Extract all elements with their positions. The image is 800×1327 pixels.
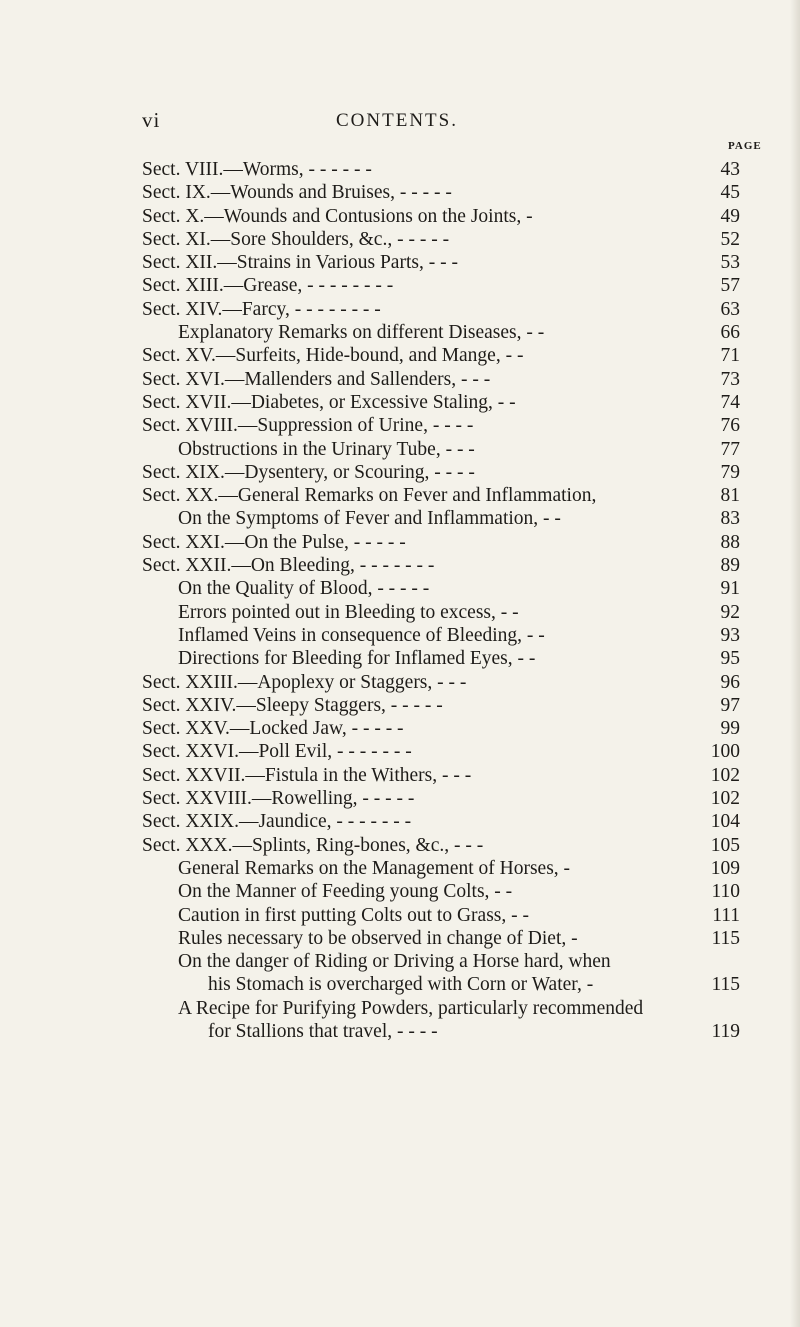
entry-page-number: 71: [720, 345, 740, 367]
contents-entry: [0, 414, 800, 437]
entry-page-number: 91: [720, 578, 740, 600]
entry-title: Caution in first putting Colts out to Grass, - -: [178, 904, 529, 926]
entry-page-number: 89: [720, 555, 740, 577]
entry-title: Sect. XXIV.—Sleepy Staggers, - - - - -: [142, 694, 443, 716]
entry-title: Sect. XVIII.—Suppression of Urine, - - - -: [142, 415, 474, 437]
contents-entry: [0, 717, 800, 740]
entry-title: Sect. XXVIII.—Rowelling, - - - - -: [142, 788, 415, 810]
entry-page-number: 95: [720, 648, 740, 670]
entry-page-number: 110: [711, 881, 740, 903]
entry-page-number: 100: [710, 741, 740, 763]
page-folio: vi: [142, 108, 161, 132]
contents-entry: [0, 787, 800, 810]
entry-page-number: 49: [720, 205, 740, 227]
contents-entry: [0, 601, 800, 624]
entry-title: Sect. XVI.—Mallenders and Sallenders, - - -: [142, 368, 491, 390]
contents-entry: [0, 507, 800, 530]
running-title: CONTENTS.: [336, 110, 458, 131]
entry-title: Sect. X.—Wounds and Contusions on the Joints, -: [142, 205, 533, 227]
entry-title: Sect. XXIX.—Jaundice, - - - - - - -: [142, 811, 412, 833]
entry-title: his Stomach is overcharged with Corn or Water, -: [208, 974, 594, 996]
entry-page-number: 63: [720, 298, 740, 320]
entry-title: Sect. XXIII.—Apoplexy or Staggers, - - -: [142, 671, 467, 693]
contents-entry: [0, 205, 800, 228]
contents-entry: [0, 694, 800, 717]
contents-entry: [0, 391, 800, 414]
entry-title: Sect. XIII.—Grease, - - - - - - - -: [142, 275, 394, 297]
contents-entry: [0, 228, 800, 251]
entry-title: Sect. XIX.—Dysentery, or Scouring, - - - -: [142, 461, 475, 483]
entry-page-number: 81: [720, 485, 740, 507]
page-edge-shadow: [790, 0, 800, 1327]
contents-entry: [0, 740, 800, 763]
entry-page-number: 92: [720, 601, 740, 623]
contents-entry: [0, 274, 800, 297]
entry-page-number: 77: [720, 438, 740, 460]
page-header: [0, 108, 800, 138]
entry-title: Sect. XV.—Surfeits, Hide-bound, and Mange, - -: [142, 345, 524, 367]
contents-entry: [0, 810, 800, 833]
entry-title: Rules necessary to be observed in change of Diet, -: [178, 927, 578, 949]
entry-page-number: 83: [720, 508, 740, 530]
entry-title: Inflamed Veins in consequence of Bleeding, - -: [178, 624, 545, 646]
contents-entry: [0, 344, 800, 367]
entry-title: Sect. XXVII.—Fistula in the Withers, - - -: [142, 764, 472, 786]
contents-entry: [0, 484, 800, 507]
entry-page-number: 105: [710, 834, 740, 856]
contents-entry: [0, 438, 800, 461]
entry-page-number: 74: [720, 391, 740, 413]
entry-title: On the Manner of Feeding young Colts, - -: [178, 881, 513, 903]
contents-entry: [0, 671, 800, 694]
contents-entry: [0, 857, 800, 880]
entry-page-number: 66: [720, 322, 740, 344]
entry-page-number: 45: [720, 182, 740, 204]
entry-page-number: 104: [710, 811, 740, 833]
entry-page-number: 102: [710, 788, 740, 810]
entry-page-number: 53: [720, 252, 740, 274]
entry-title: General Remarks on the Management of Horses, -: [178, 857, 571, 879]
contents-entry: [0, 834, 800, 857]
entry-title: Sect. XXVI.—Poll Evil, - - - - - - -: [142, 741, 412, 763]
contents-entry: [0, 181, 800, 204]
entry-page-number: 57: [720, 275, 740, 297]
entry-title: Obstructions in the Urinary Tube, - - -: [178, 438, 475, 460]
entry-title: Sect. XII.—Strains in Various Parts, - - -: [142, 252, 458, 274]
entry-title: A Recipe for Purifying Powders, particularly recommended: [178, 997, 644, 1019]
entry-page-number: 102: [710, 764, 740, 786]
entry-page-number: 52: [720, 228, 740, 250]
contents-entry: [0, 927, 800, 950]
entry-title: Sect. XX.—General Remarks on Fever and Inflammation,: [142, 485, 597, 507]
entry-page-number: 119: [711, 1020, 740, 1042]
entry-page-number: 111: [712, 904, 740, 926]
entry-page-number: 97: [720, 694, 740, 716]
contents-entry: [0, 321, 800, 344]
entry-title: Sect. XXII.—On Bleeding, - - - - - - -: [142, 555, 435, 577]
entry-title: Sect. XXV.—Locked Jaw, - - - - -: [142, 718, 404, 740]
entry-page-number: 109: [710, 857, 740, 879]
contents-entry: [0, 1020, 800, 1043]
entry-title: for Stallions that travel, - - - -: [208, 1020, 438, 1042]
entry-page-number: 96: [720, 671, 740, 693]
contents-entry: [0, 298, 800, 321]
contents-entry: [0, 997, 800, 1020]
entry-title: Sect. XI.—Sore Shoulders, &c., - - - - -: [142, 228, 450, 250]
entry-title: Sect. VIII.—Worms, - - - - - -: [142, 159, 372, 180]
contents-entry: [0, 158, 800, 181]
entry-page-number: 76: [720, 415, 740, 437]
entry-page-number: 88: [720, 531, 740, 553]
entry-title: Errors pointed out in Bleeding to excess, - -: [178, 601, 519, 623]
page-column-label: PAGE: [728, 140, 762, 152]
contents-entry: [0, 554, 800, 577]
entry-page-number: 115: [711, 927, 740, 949]
entry-page-number: 99: [720, 718, 740, 740]
entry-page-number: 93: [720, 624, 740, 646]
contents-entry: [0, 880, 800, 903]
contents-entry: [0, 251, 800, 274]
contents-entry: [0, 368, 800, 391]
entry-page-number: 73: [720, 368, 740, 390]
entry-title: On the Symptoms of Fever and Inflammation, - -: [178, 508, 561, 530]
entry-title: Directions for Bleeding for Inflamed Eyes, - -: [178, 648, 536, 670]
contents-entry: [0, 647, 800, 670]
contents-entry: [0, 904, 800, 927]
entry-title: On the danger of Riding or Driving a Horse hard, when: [178, 951, 611, 973]
contents-entry: [0, 461, 800, 484]
entry-title: Sect. XXX.—Splints, Ring-bones, &c., - - -: [142, 834, 484, 856]
entry-title: Sect. XIV.—Farcy, - - - - - - - -: [142, 298, 381, 320]
contents-entry: [0, 577, 800, 600]
contents-entry: [0, 764, 800, 787]
contents-list: [0, 158, 800, 1043]
contents-entry: [0, 624, 800, 647]
entry-title: On the Quality of Blood, - - - - -: [178, 578, 430, 600]
contents-entry: [0, 531, 800, 554]
entry-title: Sect. IX.—Wounds and Bruises, - - - - -: [142, 182, 452, 204]
entry-title: Sect. XVII.—Diabetes, or Excessive Staling, - -: [142, 391, 516, 413]
entry-page-number: 115: [711, 974, 740, 996]
contents-entry: [0, 950, 800, 973]
contents-entry: [0, 973, 800, 996]
entry-title: Sect. XXI.—On the Pulse, - - - - -: [142, 531, 406, 553]
entry-page-number: 43: [720, 159, 740, 180]
entry-title: Explanatory Remarks on different Diseases, - -: [178, 322, 545, 344]
entry-page-number: 79: [720, 461, 740, 483]
